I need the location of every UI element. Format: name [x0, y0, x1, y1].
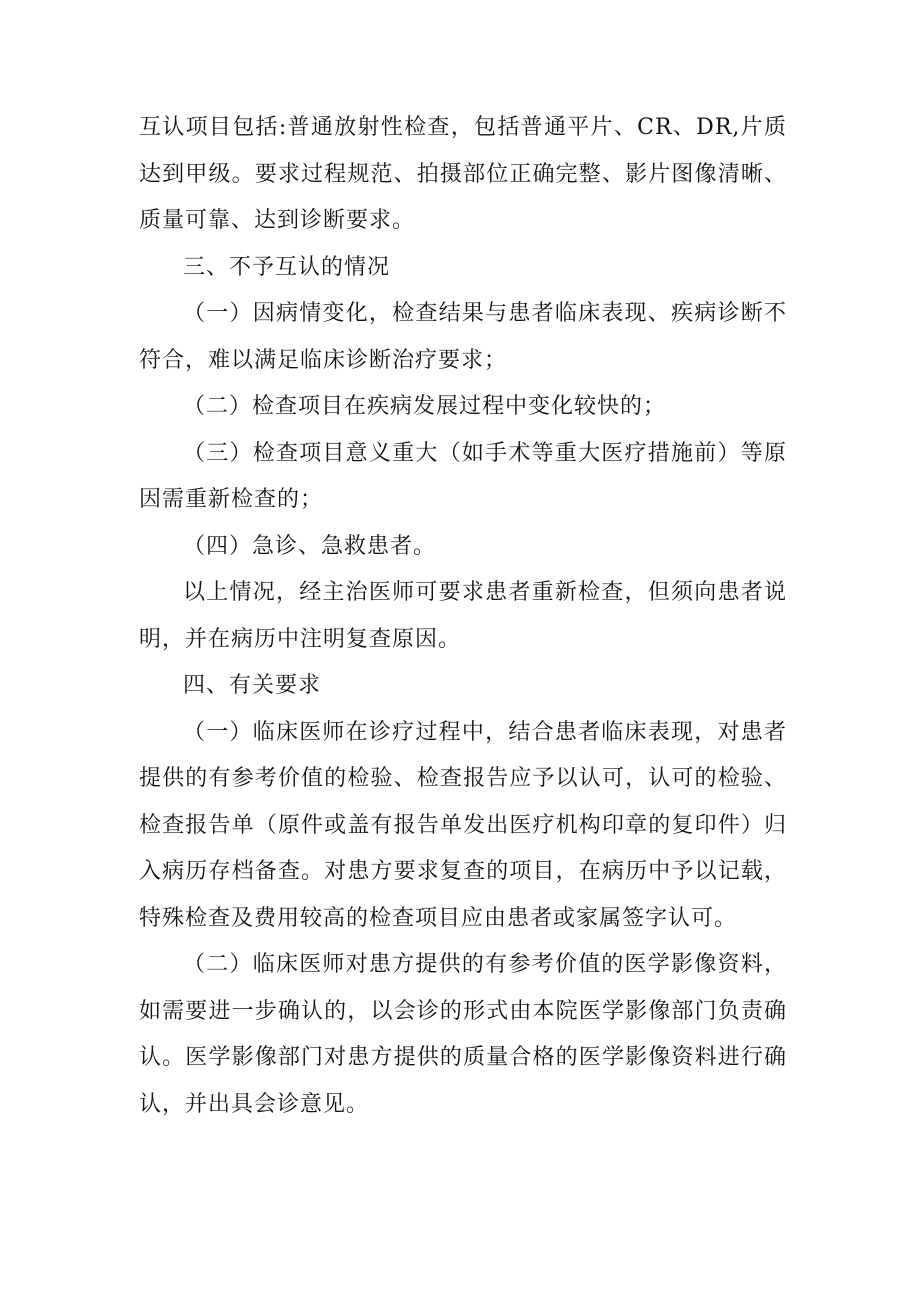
paragraph-item-2: （二）检查项目在疾病发展过程中变化较快的；: [183, 394, 667, 419]
paragraph-item-4: （四）急诊、急救患者。: [183, 533, 437, 559]
paragraph-item-1: （一）因病情变化，检查结果与患者临床表现、疾病诊断不符合，难以满足临床诊断治疗要求；: [139, 301, 787, 373]
paragraph-requirement-1: （一）临床医师在诊疗过程中，结合患者临床表现，对患者提供的有参考价值的检验、检查报告应予以认可，认可的检验、检查报告单（原件或盖有报告单发出医疗机构印章的复印件）归入病历存档备查。对患方要求复查的项目，在病历中予以记载，特殊检查及费用较高的检查项目应由患者或家属签字认可。: [139, 719, 787, 931]
section-heading-non-recognition: 三、不予互认的情况: [183, 254, 391, 280]
section-heading-requirements: 四、有关要求: [183, 673, 322, 698]
document-body: [139, 105, 787, 1128]
paragraph-mutual-recognition-items: 互认项目包括:普通放射性检查，包括普通平片、CR、DR,片质达到甲级。要求过程规范、拍摄部位正确完整、影片图像清晰、质量可靠、达到诊断要求。: [139, 115, 787, 233]
paragraph-requirement-2: （二）临床医师对患方提供的有参考价值的医学影像资料，如需要进一步确认的，以会诊的形式由本院医学影像部门负责确认。医学影像部门对患方提供的质量合格的医学影像资料进行确认，并出具会诊意见。: [139, 952, 787, 1117]
paragraph-item-3: （三）检查项目意义重大（如手术等重大医疗措施前）等原因需重新检查的；: [139, 440, 787, 512]
paragraph-summary: 以上情况，经主治医师可要求患者重新检查，但须向患者说明，并在病历中注明复查原因。: [139, 580, 787, 652]
